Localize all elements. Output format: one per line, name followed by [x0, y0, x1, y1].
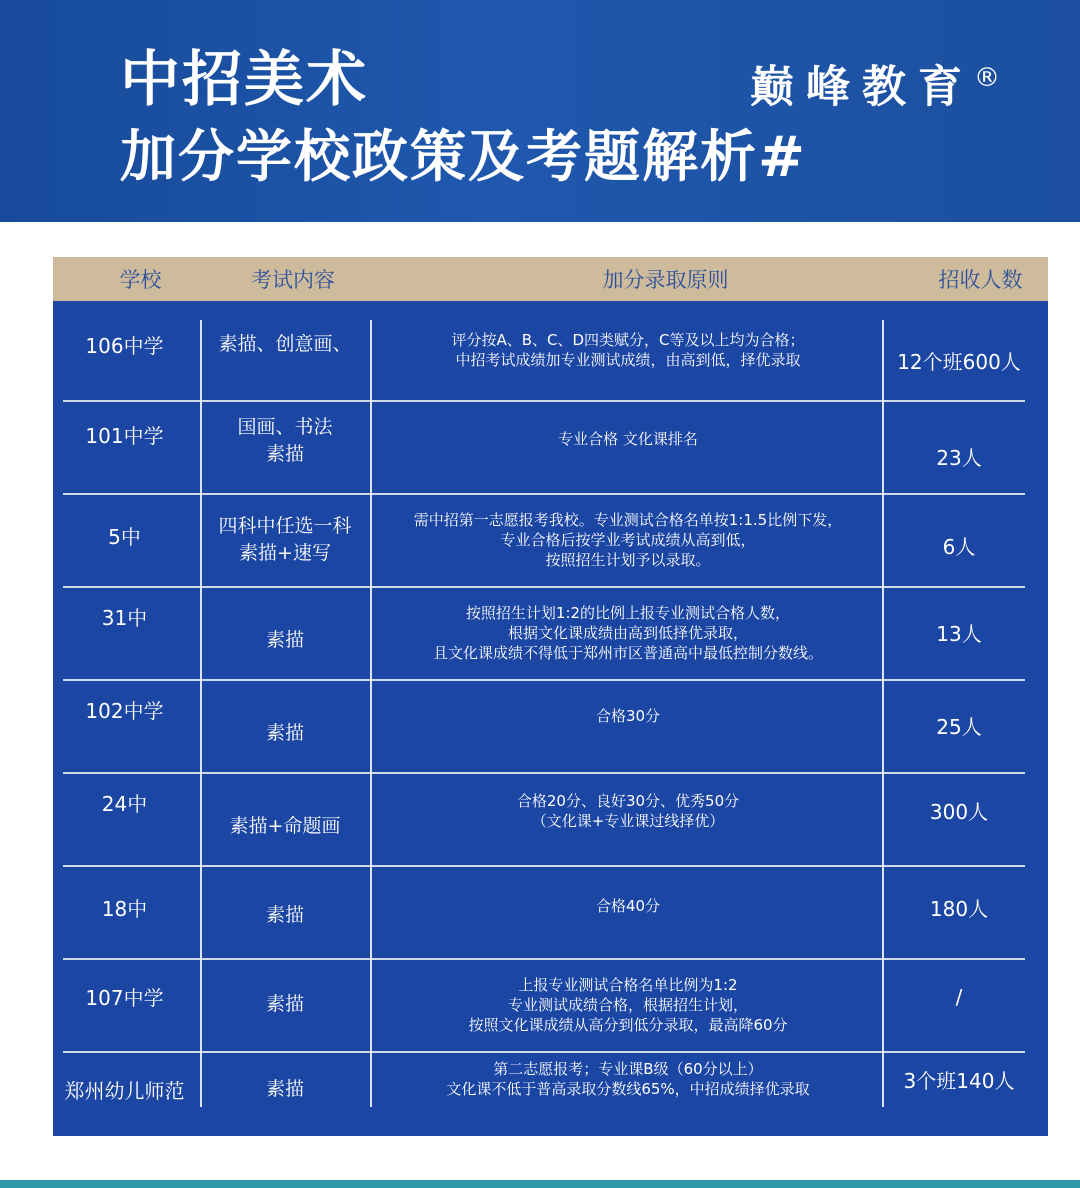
school-cell-text: 24中 [101, 792, 148, 816]
exam-content-cell [200, 772, 370, 865]
enrollment-count-cell [884, 320, 1034, 400]
admission-rule-cell-text: 第二志愿报考；专业课B级（60分以上） 文化课不低于普高录取分数线65%，中招成绩择优录取 [446, 1060, 810, 1098]
admission-rule-cell-text: 合格40分 [595, 896, 661, 915]
table-row [53, 958, 1048, 1051]
school-cell [53, 679, 196, 772]
exam-content-cell [200, 586, 370, 679]
column-header-enrollment: 招收人数 [938, 268, 1023, 292]
column-divider [200, 320, 202, 1107]
school-cell [53, 772, 196, 865]
table-row [53, 586, 1048, 679]
exam-content-cell [200, 865, 370, 958]
exam-content-cell-text: 四科中任选一科 素描+速写 [218, 514, 352, 564]
table-row [53, 772, 1048, 865]
brand-logo [750, 50, 1000, 116]
admission-rule-cell-text: 合格30分 [595, 706, 661, 725]
school-cell-text: 18中 [101, 897, 148, 921]
enrollment-count-cell-text: / [955, 984, 963, 1009]
enrollment-count-cell [884, 493, 1034, 586]
admission-rule-cell-text: 需中招第一志愿报考我校。专业测试合格名单按1:1.5比例下发， 专业合格后按学业考试成绩从高到低， 按照招生计划予以录取。 [413, 510, 843, 569]
school-cell-text: 31中 [101, 606, 148, 630]
column-divider [370, 320, 372, 1107]
bottom-accent-strip [0, 1180, 1080, 1188]
enrollment-count-cell-text: 23人 [936, 446, 982, 470]
enrollment-count-cell [884, 586, 1034, 679]
header-banner [0, 0, 1080, 222]
school-cell-text: 107中学 [85, 986, 164, 1010]
school-cell-text: 101中学 [85, 424, 164, 448]
exam-content-cell-text: 素描 [265, 993, 304, 1015]
table-row [53, 865, 1048, 958]
page-title-line2: 加分学校政策及考题解析# [120, 125, 807, 190]
enrollment-count-cell-text: 6人 [942, 535, 976, 559]
school-cell [53, 865, 196, 958]
enrollment-count-cell [884, 400, 1034, 493]
policy-table [53, 257, 1048, 1136]
enrollment-count-cell [884, 679, 1034, 772]
exam-content-cell [200, 679, 370, 772]
table-header [53, 257, 1048, 301]
admission-rule-cell [373, 493, 883, 586]
table-row [53, 400, 1048, 493]
admission-rule-cell [373, 679, 883, 772]
exam-content-cell [200, 493, 370, 586]
table-row [53, 320, 1048, 400]
enrollment-count-cell [884, 958, 1034, 1051]
admission-rule-cell-text: 合格20分、良好30分、优秀50分 （文化课+专业课过线择优） [516, 791, 740, 830]
brand-name: 巅峰教育 [750, 61, 974, 113]
table-row [53, 1051, 1048, 1107]
school-cell-text: 102中学 [85, 699, 164, 723]
school-cell-text: 5中 [108, 525, 141, 549]
exam-content-cell-text: 素描、创意画、 [218, 332, 352, 355]
column-header-admission-rule: 加分录取原则 [602, 268, 729, 292]
school-cell [53, 1051, 196, 1107]
admission-rule-cell-text: 上报专业测试合格名单比例为1:2 专业测试成绩合格，根据招生计划， 按照文化课成绩从高分到低分录取，最高降60分 [468, 975, 788, 1034]
enrollment-count-cell [884, 865, 1034, 958]
exam-content-cell-text: 素描 [265, 1077, 304, 1100]
exam-content-cell [200, 320, 370, 400]
school-cell [53, 493, 196, 586]
admission-rule-cell [373, 865, 883, 958]
admission-rule-cell [373, 1051, 883, 1107]
school-cell-text: 郑州幼儿师范 [64, 1078, 185, 1103]
enrollment-count-cell [884, 1051, 1034, 1107]
exam-content-cell-text: 国画、书法 素描 [237, 415, 333, 465]
school-cell [53, 320, 196, 400]
table-row [53, 679, 1048, 772]
enrollment-count-cell-text: 180人 [929, 897, 989, 921]
admission-rule-cell-text: 专业合格 文化课排名 [558, 429, 698, 448]
enrollment-count-cell-text: 13人 [936, 622, 982, 646]
enrollment-count-cell-text: 3个班140人 [903, 1068, 1015, 1093]
exam-content-cell-text: 素描+命题画 [229, 815, 341, 837]
admission-rule-cell [373, 400, 883, 493]
exam-content-cell-text: 素描 [265, 629, 304, 651]
admission-rule-cell-text: 按照招生计划1:2的比例上报专业测试合格人数， 根据文化课成绩由高到低择优录取， 且文化课成绩不得低于郑州市区普通高中最低控制分数线。 [432, 603, 823, 662]
enrollment-count-cell-text: 25人 [936, 715, 982, 739]
admission-rule-cell [373, 958, 883, 1051]
school-cell [53, 586, 196, 679]
exam-content-cell [200, 400, 370, 493]
admission-rule-cell [373, 586, 883, 679]
enrollment-count-cell [884, 772, 1034, 865]
admission-rule-cell [373, 320, 883, 400]
column-divider [882, 320, 884, 1107]
exam-content-cell [200, 1051, 370, 1107]
admission-rule-cell-text: 评分按A、B、C、D四类赋分，C等及以上均为合格； 中招考试成绩加专业测试成绩，由高到低，择优录取 [451, 331, 805, 369]
exam-content-cell-text: 素描 [265, 722, 304, 744]
school-cell-text: 106中学 [85, 333, 164, 358]
page-title-line1: 中招美术 [120, 45, 368, 115]
table-row [53, 493, 1048, 586]
registered-mark: ® [974, 63, 1000, 93]
enrollment-count-cell-text: 300人 [929, 800, 989, 824]
column-header-school: 学校 [119, 268, 162, 292]
admission-rule-cell [373, 772, 883, 865]
enrollment-count-cell-text: 12个班600人 [897, 349, 1021, 374]
school-cell [53, 958, 196, 1051]
school-cell [53, 400, 196, 493]
column-header-exam-content: 考试内容 [251, 268, 335, 292]
exam-content-cell-text: 素描 [265, 904, 304, 926]
exam-content-cell [200, 958, 370, 1051]
